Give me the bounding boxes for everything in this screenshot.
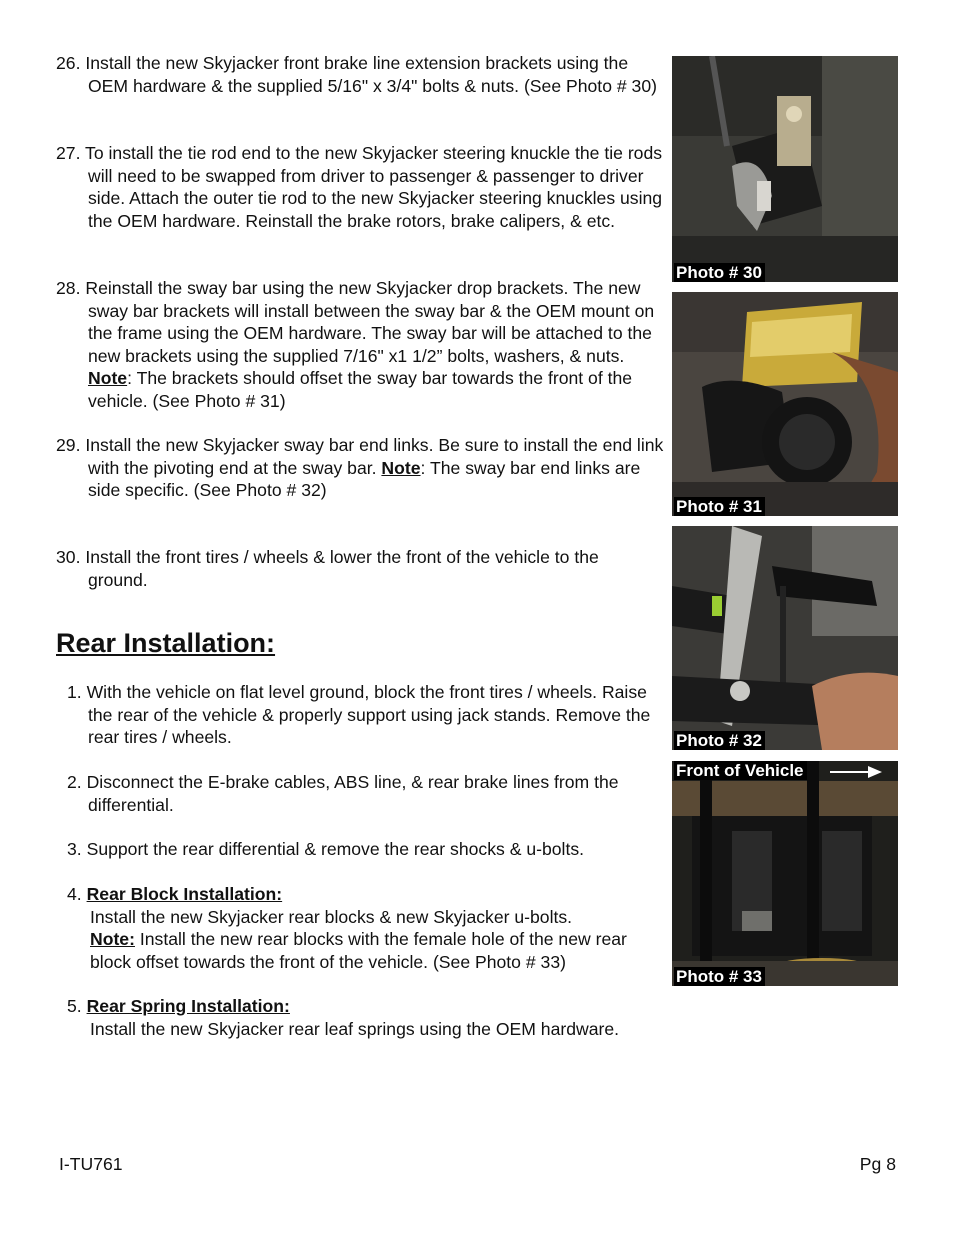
photo-32: [672, 526, 898, 750]
step-number: 26.: [56, 53, 81, 73]
step-29: [56, 434, 668, 502]
rear-step-1: [67, 681, 657, 749]
photo-31-image: [672, 292, 898, 516]
rear-step-3: [67, 838, 671, 861]
step-text: Install the new Skyjacker rear blocks & new Skyjacker u-bolts.: [90, 906, 573, 927]
step-30: [56, 546, 656, 591]
step-number: 3.: [67, 839, 82, 859]
step-number: 27.: [56, 143, 81, 163]
photo-33-image: [672, 761, 898, 986]
photo-30-image: [672, 56, 898, 282]
rear-installation-heading: Rear Installation:: [56, 628, 276, 658]
step-note-text: The brackets should offset the sway bar towards the front of the vehicle. (See Photo # 31): [88, 368, 633, 411]
step-number: 29.: [56, 435, 81, 455]
step-text: With the vehicle on flat level ground, block the front tires / wheels. Raise the rear of the vehicle & properly support using jack stands. Remove the rear tires / wheels.: [86, 682, 651, 747]
step-26: [56, 52, 668, 97]
photo-30: [672, 56, 898, 282]
photo-33: [672, 761, 898, 986]
photo-31: [672, 292, 898, 516]
step-text: Support the rear differential & remove the rear shocks & u-bolts.: [86, 839, 585, 859]
step-27: [56, 142, 668, 232]
note-label: Note: [88, 368, 128, 388]
note-colon: :: [420, 457, 426, 478]
step-title: Rear Block Installation:: [86, 884, 283, 904]
note-label: Note: [381, 457, 421, 478]
step-text: To install the tie rod end to the new Skyjacker steering knuckle the tie rods will need to be swapped from driver to passenger & passenger to driver side. Attach the outer tie rod to the new Skyjacker steering knuckles using the OEM hardware. Reinstall the brake rotors, brake calipers, & etc.: [85, 143, 663, 231]
note-label: Note:: [90, 929, 135, 949]
step-text: Install the new Skyjacker rear leaf springs using the OEM hardware.: [90, 1018, 620, 1039]
step-text: Install the new Skyjacker front brake line extension brackets using the OEM hardware & the supplied 5/16" x 3/4" bolts & nuts. (See Photo # 30): [85, 53, 657, 96]
rear-step-2: [67, 771, 671, 816]
photo-caption: Photo # 32: [674, 731, 765, 750]
step-text: Reinstall the sway bar using the new Skyjacker drop brackets. The new sway bar brackets will install between the sway bar & the OEM mount on the frame using the OEM hardware. The sway bar will be attached to the new brackets using the supplied 7/16" x1 1/2” bolts, washers, & nuts.: [85, 278, 655, 366]
document-id: I-TU761: [59, 1154, 123, 1174]
step-text: Disconnect the E-brake cables, ABS line, & rear brake lines from the differential.: [86, 772, 619, 815]
step-number: 30.: [56, 547, 81, 567]
step-number: 28.: [56, 278, 81, 298]
step-text: Install the front tires / wheels & lower the front of the vehicle to the ground.: [85, 547, 599, 590]
step-number: 5.: [67, 996, 82, 1016]
step-number: 1.: [67, 682, 82, 702]
step-title: Rear Spring Installation:: [86, 996, 290, 1016]
step-number: 4.: [67, 884, 82, 904]
step-text: Install the new Skyjacker sway bar end links. Be sure to install the end link with the pivoting end at the sway bar.: [85, 435, 664, 478]
rear-step-5: [67, 995, 671, 1040]
rear-step-4: [67, 883, 671, 973]
note-colon: :: [127, 368, 132, 388]
step-28: [56, 277, 668, 412]
step-note-text: The sway bar end links are side specific. (See Photo # 32): [88, 457, 641, 500]
step-number: 2.: [67, 772, 82, 792]
front-of-vehicle-label: Front of Vehicle: [674, 761, 807, 780]
photo-32-image: [672, 526, 898, 750]
photo-caption: Photo # 30: [674, 263, 765, 282]
page-number: Pg 8: [859, 1154, 896, 1174]
step-note-text: Install the new rear blocks with the female hole of the new rear block offset towards the front of the vehicle. (See Photo # 33): [90, 929, 627, 972]
photo-caption: Photo # 33: [674, 967, 765, 986]
photo-caption: Photo # 31: [674, 497, 765, 516]
